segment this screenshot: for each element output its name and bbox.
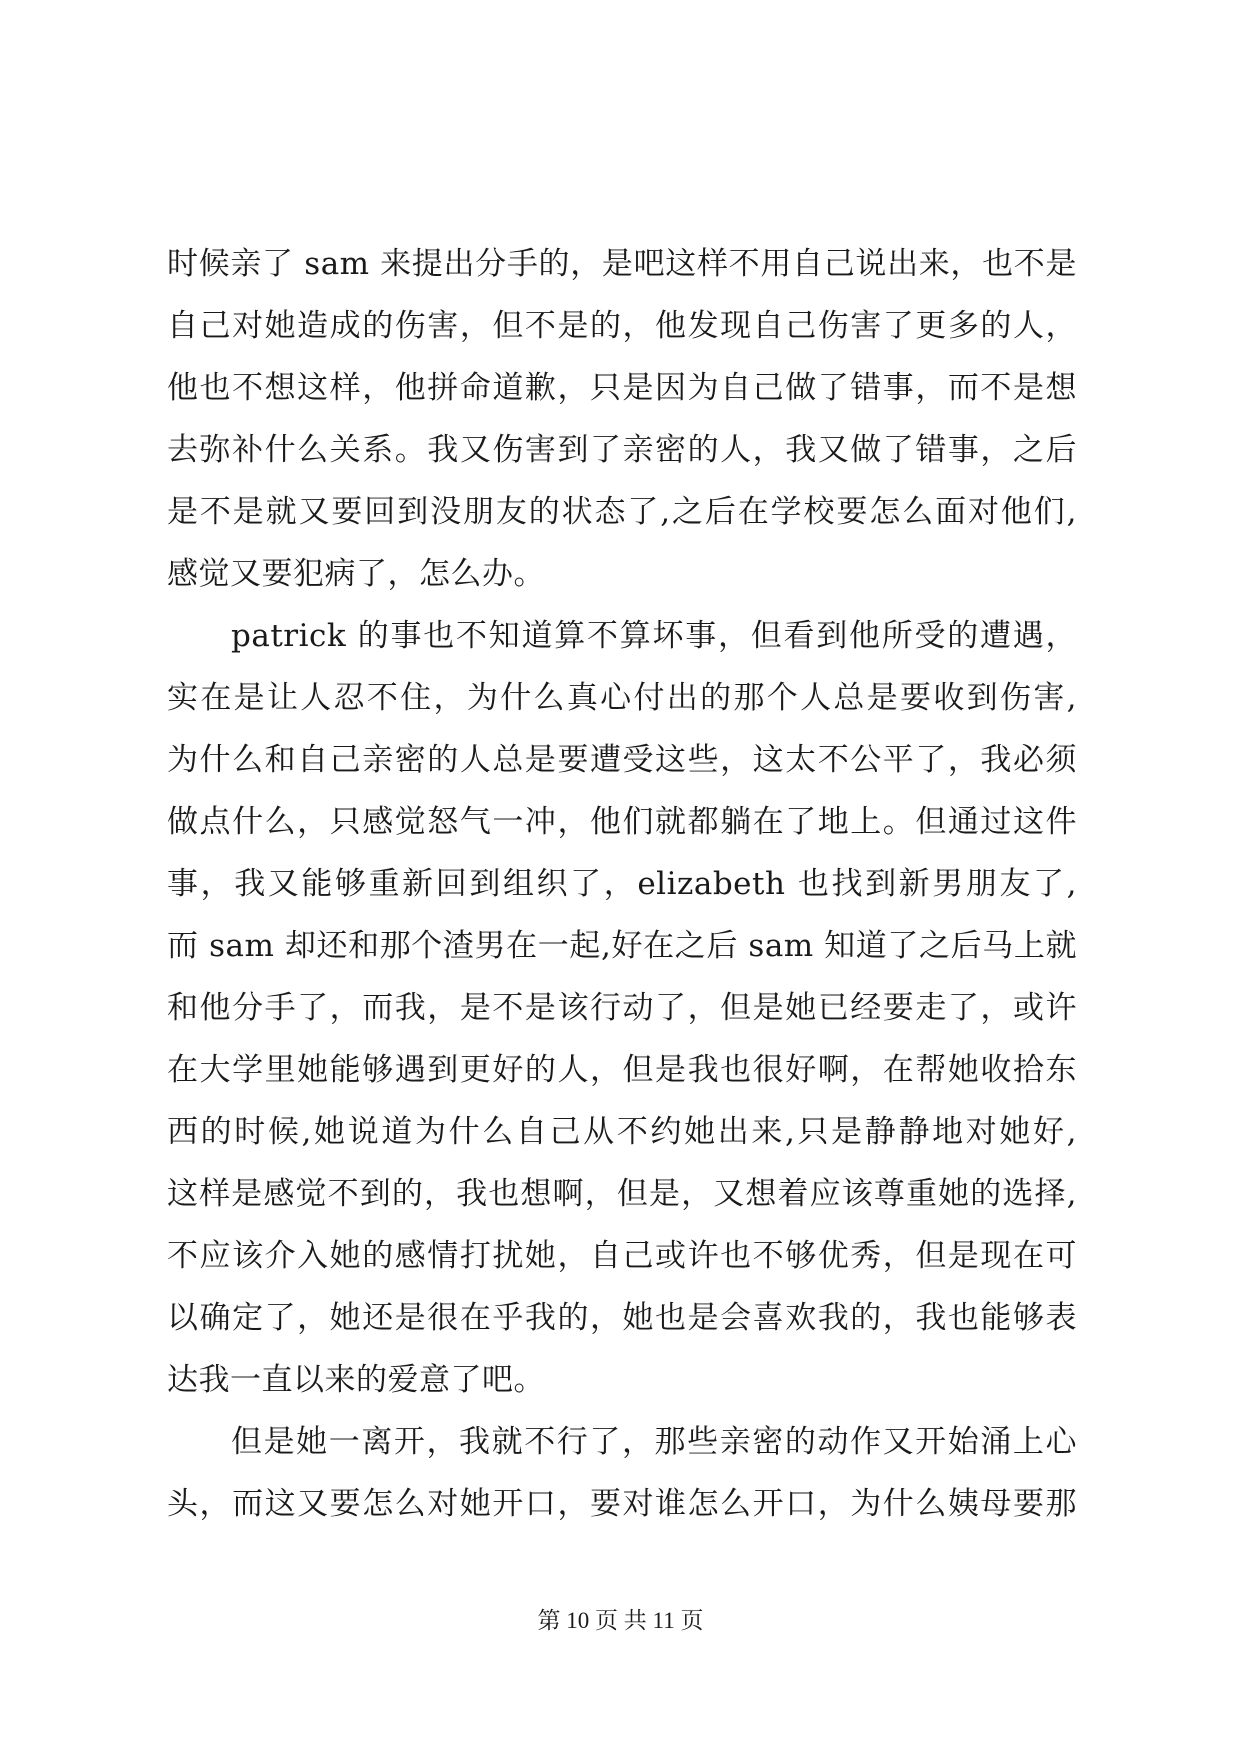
text-line: patrick 的事也不知道算不算坏事，但看到他所受的遭遇， [231, 618, 1077, 654]
paragraph [167, 1411, 1077, 1535]
text-line: 这样是感觉不到的，我也想啊，但是，又想着应该尊重她的选择, [167, 1176, 1077, 1212]
text-line: 达我一直以来的爱意了吧。 [167, 1362, 545, 1398]
text-line: 头，而这又要怎么对她开口，要对谁怎么开口，为什么姨母要那 [167, 1486, 1077, 1522]
text-line: 和他分手了，而我，是不是该行动了，但是她已经要走了，或许 [167, 990, 1077, 1026]
text-line: 事，我又能够重新回到组织了，elizabeth 也找到新男朋友了, [167, 866, 1077, 902]
text-line: 实在是让人忍不住，为什么真心付出的那个人总是要收到伤害, [167, 680, 1077, 716]
text-line: 感觉又要犯病了，怎么办。 [167, 556, 545, 592]
text-line: 以确定了，她还是很在乎我的，她也是会喜欢我的，我也能够表 [167, 1300, 1077, 1336]
text-line: 是不是就又要回到没朋友的状态了,之后在学校要怎么面对他们, [167, 494, 1077, 530]
text-line: 他也不想这样，他拼命道歉，只是因为自己做了错事，而不是想 [167, 370, 1077, 406]
text-line: 时候亲了 sam 来提出分手的，是吧这样不用自己说出来，也不是 [167, 246, 1077, 282]
text-line: 但是她一离开，我就不行了，那些亲密的动作又开始涌上心 [231, 1424, 1077, 1460]
text-line: 去弥补什么关系。我又伤害到了亲密的人，我又做了错事，之后 [167, 432, 1077, 468]
text-line: 而 sam 却还和那个渣男在一起,好在之后 sam 知道了之后马上就 [167, 928, 1077, 964]
paragraph [167, 233, 1077, 605]
text-line: 为什么和自己亲密的人总是要遭受这些，这太不公平了，我必须 [167, 742, 1077, 778]
page-number: 第 10 页 共 11 页 [537, 1608, 704, 1633]
text-line: 做点什么，只感觉怒气一冲，他们就都躺在了地上。但通过这件 [167, 804, 1077, 840]
text-line: 不应该介入她的感情打扰她，自己或许也不够优秀，但是现在可 [167, 1238, 1077, 1274]
paragraph [167, 605, 1077, 1411]
body-text [167, 233, 1077, 1535]
text-line: 自己对她造成的伤害，但不是的，他发现自己伤害了更多的人， [167, 308, 1077, 344]
text-line: 在大学里她能够遇到更好的人，但是我也很好啊，在帮她收拾东 [167, 1052, 1077, 1088]
text-line: 西的时候,她说道为什么自己从不约她出来,只是静静地对她好, [167, 1114, 1077, 1150]
page-footer [0, 1606, 1241, 1636]
